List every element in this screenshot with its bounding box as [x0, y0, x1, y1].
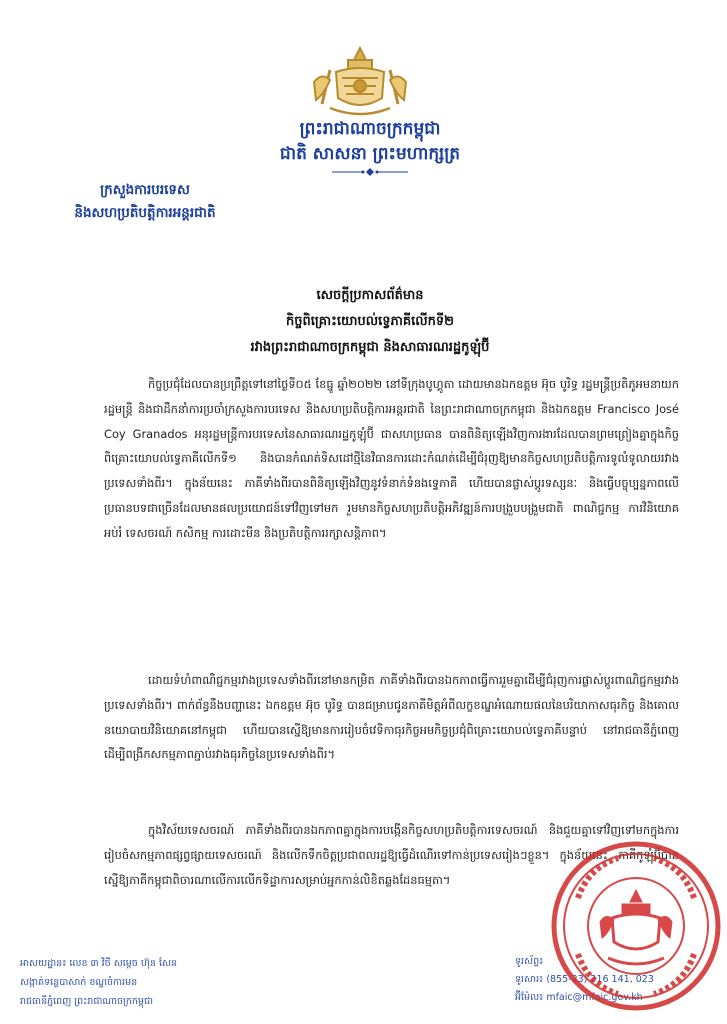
press-release-title: សេចក្តីប្រកាសព័ត៌មាន — [316, 288, 424, 303]
fax-label: ទូរសារ៖ — [515, 974, 544, 985]
press-release-subtitle-2: រវាងព្រះរាជាណាចក្រកម្ពុជា និងសាធារណរដ្ឋកូឡុំប៊ី — [250, 340, 490, 355]
national-motto: ជាតិ សាសនា ព្រះមហាក្សត្រ — [279, 144, 461, 164]
divider-ornament-icon — [330, 167, 410, 177]
footer-phone — [515, 955, 543, 969]
phone-label: ទូរស័ព្ទ៖ — [515, 956, 544, 967]
footer-address-line1: អាសយដ្ឋាន៖ លេខ ៣ វិថី សម្តេច ហ៊ុន សែន — [20, 958, 178, 969]
body-paragraph-3: ក្នុងវិស័យទេសចរណ៍ ភាគីទាំងពីរបានឯកភាពគ្នាក្នុងការបង្កើនកិច្ចសហប្រតិបត្តិការទេសចរណ៍ និងជួយគ្នាទៅវិញទៅមកក្នុងការរៀបចំសកម្មភាពផ្សព្វផ្សាយទេសចរណ៍ និងលើកទឹកចិត្តប្រជាពលរដ្ឋឱ្យធ្វើដំណើរទៅកាន់ប្រទេសរៀងៗខ្លួន។ ក្នុងន័យនេះ ភាគីកូឡុំប៊ីបានស្នើឱ្យភាគីកម្ពុជាពិចារណាលើការលើកទិដ្ឋាការសម្រាប់អ្នកកាន់លិខិតឆ្លងដែនធម្មតា។ — [104, 823, 679, 887]
email-value: mfaic@mfaic.gov.kh — [546, 992, 643, 1003]
body-paragraph-2: ដោយទំហំពាណិជ្ជកម្មរវាងប្រទេសទាំងពីរនៅមានកម្រិត ភាគីទាំងពីរបានឯកភាពធ្វើការរួមគ្នាដើម្បីជំរុញការផ្លាស់ប្តូរពាណិជ្ជកម្មរវាងប្រទេសទាំងពីរ។ ពាក់ព័ន្ធនឹងបញ្ហានេះ ឯកឧត្តម អ៊ុច បូរិទ្ធ បានជម្រាបជូនភាគីមិត្តអំពីលក្ខខណ្ឌអំណោយផលនៃបរិយាកាសធុរកិច្ច និងគោលនយោបាយវិនិយោគនៅកម្ពុជា ហើយបានស្នើឱ្យមានការរៀបចំវេទិកាធុរកិច្ចអមកិច្ចប្រជុំពិគ្រោះយោបល់ទ្វេភាគីបន្ទាប់ នៅរាជធានីភ្នំពេញ ដើម្បីពង្រីកសកម្មភាពភ្ជាប់រវាងធុរកិច្ចនៃប្រទេសទាំងពីរ។ — [104, 673, 679, 762]
footer-address-line3: រាជធានីភ្នំពេញ ព្រះរាជាណាចក្រកម្ពុជា — [20, 996, 153, 1007]
kingdom-name: ព្រះរាជាណាចក្រកម្ពុជា — [299, 119, 441, 139]
royal-arms-emblem-icon — [300, 42, 420, 122]
ministry-name-line1: ក្រសួងការបរទេស — [100, 182, 190, 198]
official-red-seal-icon — [548, 838, 724, 1014]
body-paragraph-1: កិច្ចប្រជុំដែលបានប្រព្រឹត្តទៅនៅថ្ងៃទី០៥ ខែធ្នូ ឆ្នាំ២០២២ នៅទីក្រុងបូហ្គូតា ដោយមានឯកឧត្តម អ៊ុច បូរិទ្ធ រដ្ឋមន្ត្រីប្រតិភូអមនាយករដ្ឋមន្ត្រី និងជាដឹកនាំការប្រចាំក្រសួងការបរទេស និងសហប្រតិបត្តិការអន្តរជាតិ នៃព្រះរាជាណាចក្រកម្ពុជា និងឯកឧត្តម Francisco José Coy Granados អនុរដ្ឋមន្ត្រីការបរទេសនៃសាធារណរដ្ឋកូឡុំប៊ី ជាសហប្រធាន បានពិនិត្យឡើងវិញការងារដែលបានព្រមព្រៀងគ្នាក្នុងកិច្ចពិគ្រោះយោបល់ទ្វេភាគីលើកទី១ និងបានកំណត់ទិសដៅថ្មីនៃវិធានការដោះកំណត់ដើម្បីជំរុញឱ្យមានកិច្ចសហប្រតិបត្តិការទូលំទូលាយរវាងប្រទេសទាំងពីរ។ ក្នុងន័យនេះ ភាគីទាំងពីរបានពិនិត្យឡើងវិញនូវទំនាក់ទំនងទ្វេភាគី ហើយបានផ្លាស់ប្តូរទស្សនៈ និងធ្វើបច្ចុប្បន្នភាពលើប្រធានបទជាច្រើនដែលមានផលប្រយោជន៍ទៅវិញទៅមក រួមមានកិច្ចសហប្រតិបត្តិអភិវឌ្ឍន៍ការបង្រួបបង្រួមជាតិ ពាណិជ្ជកម្ម ការវិនិយោគ អប់រំ ទេសចរណ៍ កសិកម្ម ការដោះមីន និងប្រតិបត្តិការរក្សាសន្តិភាព។ — [104, 377, 679, 540]
press-release-subtitle: កិច្ចពិគ្រោះយោបល់ទ្វេភាគីលើកទី២ — [286, 314, 454, 329]
fax-value: (855-23) 216 141, 023 — [546, 974, 654, 985]
footer-address-line2: សង្កាត់ទន្លេបាសាក់ ខណ្ឌចំការមន — [20, 977, 138, 988]
email-label: អ៊ីម៉ែល៖ — [515, 992, 544, 1003]
ministry-name-line2: និងសហប្រតិបត្តិការអន្តរជាតិ — [74, 205, 216, 221]
